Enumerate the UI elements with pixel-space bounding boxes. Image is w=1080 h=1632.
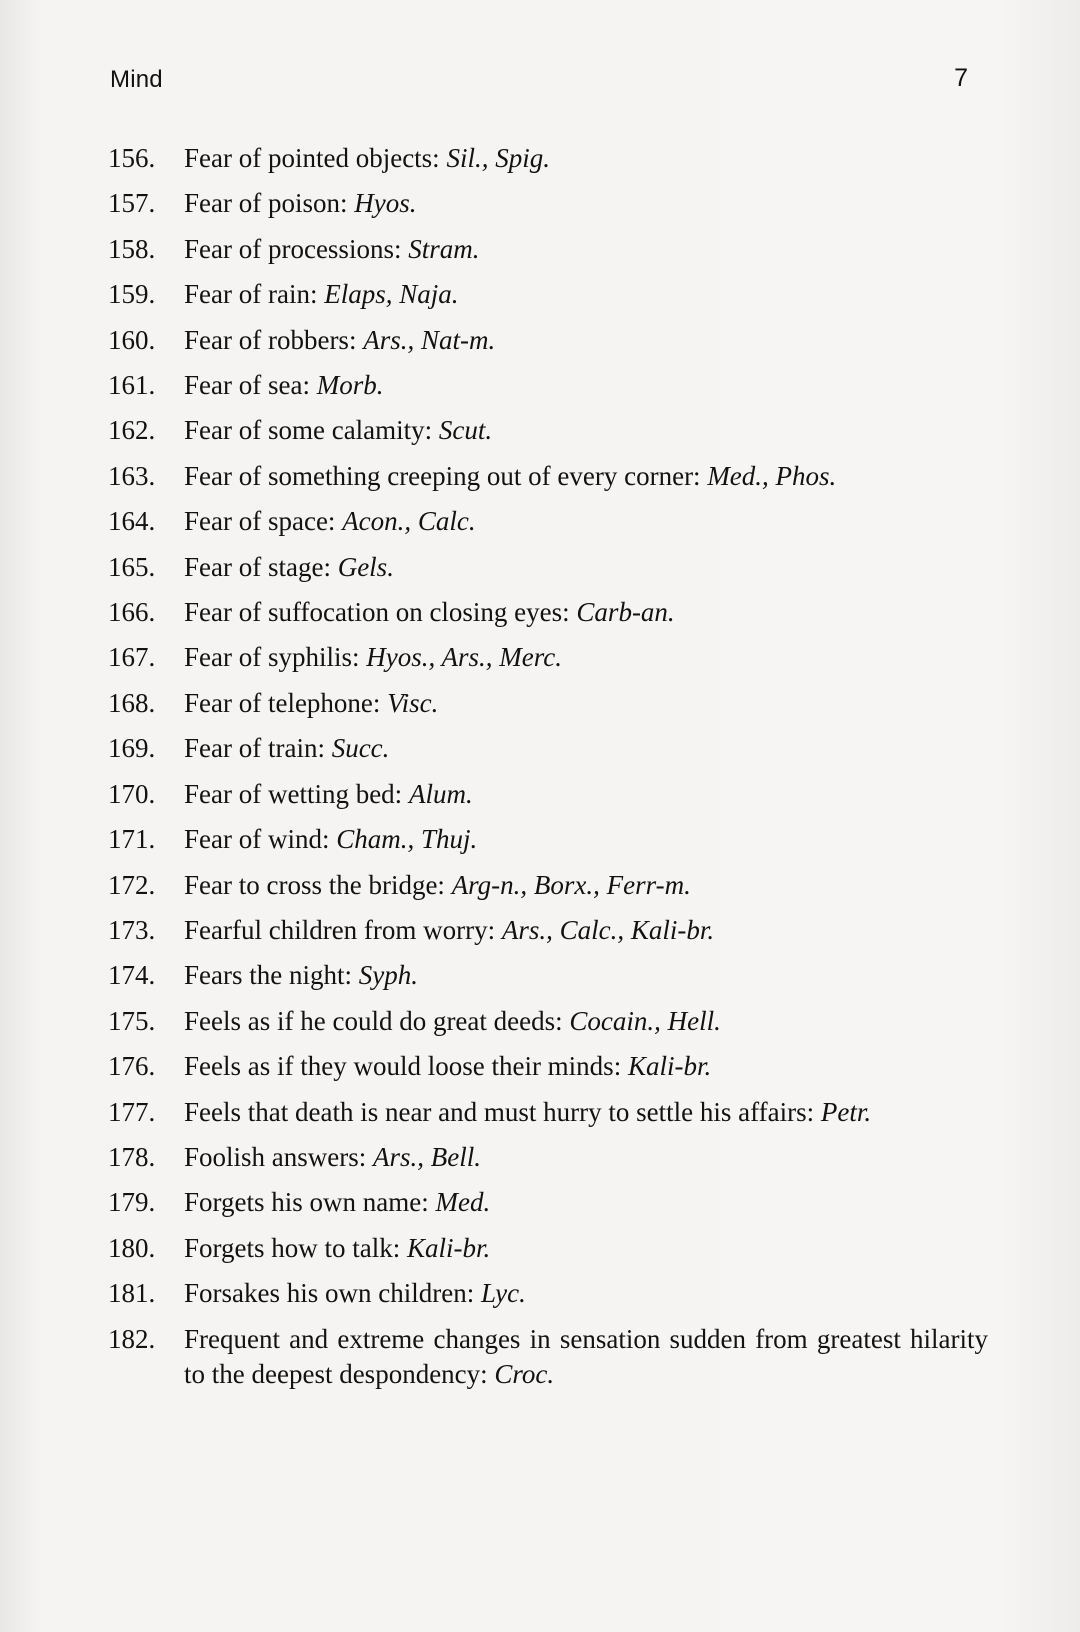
entry-body — [184, 504, 988, 539]
entry-remedies: Ars., Bell. — [373, 1141, 481, 1172]
entry-symptom: Fear of space: — [184, 506, 343, 537]
entry-symptom: Fear of processions: — [184, 233, 409, 264]
list-item — [108, 1276, 988, 1311]
entry-number: 170. — [108, 778, 156, 809]
list-item — [108, 913, 988, 948]
entry-body — [184, 1140, 988, 1175]
entry-number: 162. — [108, 415, 156, 446]
entry-symptom: Fear of something creeping out of every corner: — [184, 460, 708, 491]
entry-body — [184, 1095, 988, 1130]
entry-symptom: Forsakes his own children: — [184, 1278, 481, 1309]
entry-body — [184, 368, 988, 403]
entry-symptom: Fear of stage: — [184, 551, 338, 582]
page-number: 7 — [954, 64, 968, 92]
list-item — [108, 640, 988, 675]
list-item — [108, 731, 988, 766]
entry-body — [184, 913, 988, 948]
list-item — [108, 186, 988, 221]
list-item — [108, 504, 988, 539]
entry-number: 165. — [108, 551, 156, 582]
entry-body — [184, 459, 988, 494]
running-head: Mind — [110, 66, 163, 93]
entry-number: 178. — [108, 1141, 156, 1172]
entry-number: 176. — [108, 1051, 156, 1082]
entry-number: 167. — [108, 642, 156, 673]
entry-remedies: Gels. — [337, 551, 394, 582]
entry-symptom: Fear of wetting bed: — [184, 778, 409, 809]
entry-number: 175. — [108, 1005, 156, 1036]
entry-body — [184, 686, 988, 721]
entry-number: 169. — [108, 733, 156, 764]
entry-remedies: Scut. — [438, 415, 493, 446]
entry-remedies: Petr. — [820, 1096, 872, 1127]
entry-number: 161. — [108, 370, 156, 401]
entry-remedies: Med. — [435, 1187, 491, 1218]
entry-number: 168. — [108, 687, 156, 718]
entry-number: 171. — [108, 824, 156, 855]
entry-remedies: Ars., Calc., Kali-br. — [501, 914, 715, 945]
entry-symptom: Foolish answers: — [184, 1141, 373, 1172]
entry-remedies: Morb. — [316, 370, 384, 401]
entry-number: 173. — [108, 914, 156, 945]
entry-body — [184, 958, 988, 993]
entry-body — [184, 141, 988, 176]
entry-remedies: Syph. — [358, 960, 418, 991]
entry-symptom: Feels as if they would loose their minds: — [184, 1051, 628, 1082]
entry-remedies: Hyos. — [354, 188, 417, 219]
entry-number: 166. — [108, 597, 156, 628]
entry-number: 163. — [108, 460, 156, 491]
entry-remedies: Med., Phos. — [707, 460, 837, 491]
entry-remedies: Hyos., Ars., Merc. — [366, 642, 562, 673]
entry-remedies: Cocain., Hell. — [569, 1005, 721, 1036]
entry-remedies: Succ. — [331, 733, 390, 764]
list-item — [108, 1231, 988, 1266]
entry-remedies: Sil., Spig. — [446, 143, 550, 173]
entry-remedies: Visc. — [387, 687, 439, 718]
entry-symptom: Frequent and extreme changes in sensation sudden from greatest hilarity to the deepest despondency: — [184, 1323, 988, 1389]
list-item — [108, 1140, 988, 1175]
entry-number: 181. — [108, 1278, 156, 1309]
entry-number: 180. — [108, 1232, 156, 1263]
entry-remedies: Acon., Calc. — [342, 506, 476, 537]
entry-body — [184, 822, 988, 857]
entry-symptom: Fear of train: — [184, 733, 332, 764]
entry-remedies: Alum. — [408, 778, 473, 809]
list-item — [108, 459, 988, 494]
entry-body — [184, 1322, 988, 1393]
entry-number: 172. — [108, 869, 156, 900]
entry-remedies: Kali-br. — [407, 1232, 491, 1263]
entry-body — [184, 731, 988, 766]
entry-symptom: Forgets his own name: — [184, 1187, 436, 1218]
list-item — [108, 1095, 988, 1130]
entry-remedies: Arg-n., Borx., Ferr-m. — [451, 869, 691, 900]
entry-symptom: Fear of syphilis: — [184, 642, 367, 673]
entry-body — [184, 277, 988, 312]
list-item — [108, 958, 988, 993]
entry-number: 158. — [108, 233, 156, 264]
entry-body — [184, 1231, 988, 1266]
entry-remedies: Ars., Nat-m. — [363, 324, 496, 355]
entry-symptom: Forgets how to talk: — [184, 1232, 408, 1263]
entry-remedies: Kali-br. — [627, 1051, 712, 1082]
entry-body — [184, 186, 988, 221]
list-item — [108, 141, 988, 176]
entry-symptom: Fear of some calamity: — [184, 415, 439, 446]
entry-list — [108, 141, 988, 1402]
list-item — [108, 232, 988, 267]
entry-symptom: Feels as if he could do great deeds: — [184, 1005, 570, 1036]
list-item — [108, 1049, 988, 1084]
entry-body — [184, 1185, 988, 1220]
entry-number: 157. — [108, 188, 156, 219]
entry-symptom: Fear of sea: — [184, 370, 317, 401]
entry-number: 182. — [108, 1323, 156, 1354]
entry-remedies: Elaps, Naja. — [324, 279, 459, 310]
entry-symptom: Fear of wind: — [184, 824, 337, 855]
entry-remedies: Croc. — [494, 1358, 555, 1389]
list-item — [108, 413, 988, 448]
entry-body — [184, 595, 988, 630]
list-item — [108, 277, 988, 312]
entry-body — [184, 550, 988, 585]
entry-symptom: Fear of robbers: — [184, 324, 364, 355]
entry-symptom: Fear to cross the bridge: — [184, 869, 452, 900]
list-item — [108, 368, 988, 403]
list-item — [108, 868, 988, 903]
entry-body — [184, 1004, 988, 1039]
entry-number: 179. — [108, 1187, 156, 1218]
list-item — [108, 550, 988, 585]
list-item — [108, 323, 988, 358]
list-item — [108, 1004, 988, 1039]
list-item — [108, 595, 988, 630]
list-item — [108, 1185, 988, 1220]
entry-symptom: Fear of pointed objects: — [184, 143, 447, 173]
entry-symptom: Fearful children from worry: — [184, 914, 502, 945]
list-item — [108, 686, 988, 721]
entry-number: 156. — [108, 143, 156, 173]
list-item — [108, 777, 988, 812]
entry-remedies: Lyc. — [480, 1278, 526, 1309]
entry-remedies: Carb-an. — [576, 597, 675, 628]
entry-body — [184, 413, 988, 448]
entry-body — [184, 232, 988, 267]
entry-symptom: Feels that death is near and must hurry to settle his affairs: — [184, 1096, 821, 1127]
entry-symptom: Fear of telephone: — [184, 687, 388, 718]
entry-remedies: Cham., Thuj. — [336, 824, 478, 855]
entry-number: 177. — [108, 1096, 156, 1127]
entry-symptom: Fear of poison: — [184, 188, 355, 219]
list-item — [108, 1322, 988, 1393]
entry-body — [184, 868, 988, 903]
entry-number: 164. — [108, 506, 156, 537]
entry-body — [184, 1049, 988, 1084]
entry-number: 174. — [108, 960, 156, 991]
entry-body — [184, 323, 988, 358]
list-item — [108, 822, 988, 857]
entry-body — [184, 640, 988, 675]
entry-remedies: Stram. — [408, 233, 480, 264]
entry-body — [184, 777, 988, 812]
entry-symptom: Fear of suffocation on closing eyes: — [184, 597, 577, 628]
entry-number: 159. — [108, 279, 156, 310]
entry-number: 160. — [108, 324, 156, 355]
entry-symptom: Fears the night: — [184, 960, 359, 991]
entry-body — [184, 1276, 988, 1311]
entry-symptom: Fear of rain: — [184, 279, 325, 310]
